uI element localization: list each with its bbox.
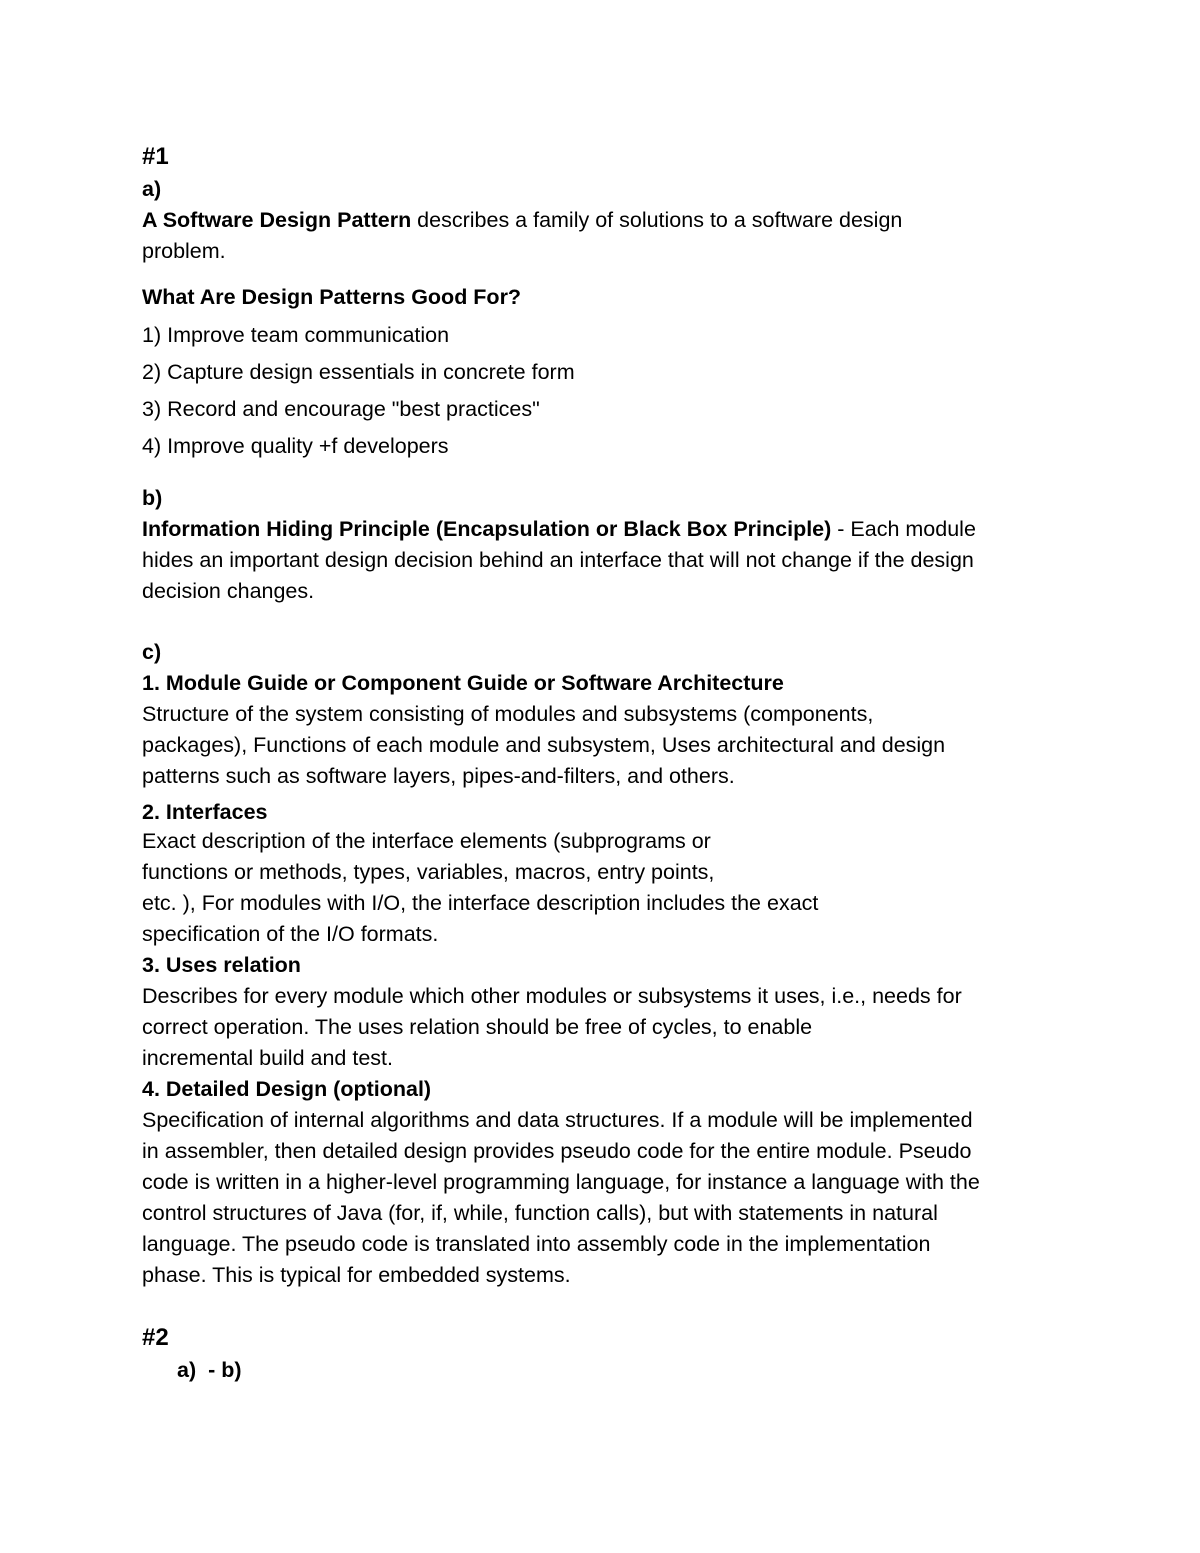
question-2-parts: a) - b) <box>177 1358 242 1382</box>
c-item-title: 1. Module Guide or Component Guide or Software Architecture <box>142 671 784 695</box>
c-item-text: language. The pseudo code is translated into assembly code in the implementation <box>142 1232 931 1256</box>
design-pattern-definition <box>142 205 1072 236</box>
document-page <box>142 140 1072 1386</box>
info-hiding-text-cont: decision changes. <box>142 579 315 603</box>
good-for-item: 2) Capture design essentials in concrete form <box>142 360 575 384</box>
c-item-text: Describes for every module which other modules or subsystems it uses, i.e., needs for <box>142 984 962 1008</box>
info-hiding-term: Information Hiding Principle (Encapsulation or Black Box Principle) <box>142 517 832 541</box>
question-1-heading: #1 <box>142 143 169 170</box>
good-for-item: 3) Record and encourage "best practices" <box>142 397 540 421</box>
c-item-title: 2. Interfaces <box>142 800 268 824</box>
good-for-item: 4) Improve quality +f developers <box>142 434 449 458</box>
c-item-text: specification of the I/O formats. <box>142 922 439 946</box>
c-item-text: etc. ), For modules with I/O, the interface description includes the exact <box>142 891 819 915</box>
info-hiding-definition <box>142 514 1072 545</box>
part-a-label: a) <box>142 177 162 201</box>
c-item-text: functions or methods, types, variables, macros, entry points, <box>142 860 715 884</box>
c-item-text: Specification of internal algorithms and data structures. If a module will be implemented <box>142 1108 973 1132</box>
info-hiding-text: - Each module <box>831 517 976 541</box>
info-hiding-text-cont: hides an important design decision behind an interface that will not change if the design <box>142 548 974 572</box>
c-item-title: 3. Uses relation <box>142 953 301 977</box>
c-item-text: control structures of Java (for, if, while, function calls), but with statements in natural <box>142 1201 938 1225</box>
design-pattern-term: A Software Design Pattern <box>142 208 412 232</box>
good-for-item: 1) Improve team communication <box>142 323 450 347</box>
c-item-title: 4. Detailed Design (optional) <box>142 1077 432 1101</box>
c-item-text: packages), Functions of each module and subsystem, Uses architectural and design <box>142 733 946 757</box>
good-for-heading: What Are Design Patterns Good For? <box>142 285 522 309</box>
design-pattern-definition-text: describes a family of solutions to a software design <box>411 208 903 232</box>
question-2-heading: #2 <box>142 1324 169 1351</box>
c-item-text: Structure of the system consisting of modules and subsystems (components, <box>142 702 874 726</box>
c-item-text: patterns such as software layers, pipes-and-filters, and others. <box>142 764 735 788</box>
c-item-text: phase. This is typical for embedded systems. <box>142 1263 571 1287</box>
part-c-label: c) <box>142 640 162 664</box>
c-item-text: correct operation. The uses relation should be free of cycles, to enable <box>142 1015 813 1039</box>
design-pattern-definition-cont: problem. <box>142 239 226 263</box>
c-item-text: Exact description of the interface elements (subprograms or <box>142 829 711 853</box>
c-item-text: code is written in a higher-level programming language, for instance a language with the <box>142 1170 980 1194</box>
c-item-text: in assembler, then detailed design provides pseudo code for the entire module. Pseudo <box>142 1139 972 1163</box>
c-item-text: incremental build and test. <box>142 1046 393 1070</box>
part-b-label: b) <box>142 486 163 510</box>
